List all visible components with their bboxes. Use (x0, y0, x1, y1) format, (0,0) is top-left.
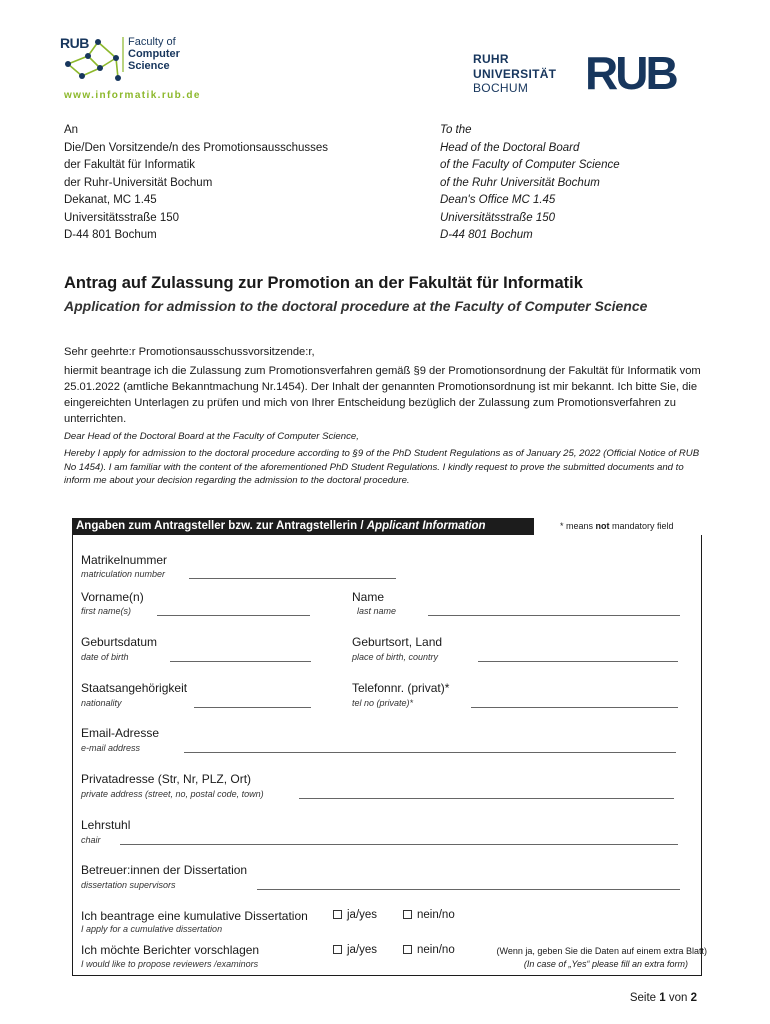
email-sublabel: e-mail address (81, 743, 141, 753)
page-number-current: 1 (659, 992, 666, 1004)
privatadresse-input[interactable] (299, 798, 674, 799)
telefon-sublabel: tel no (private)* (352, 698, 414, 708)
salutation-de: Sehr geehrte:r Promotionsausschussvorsitzende:r, (64, 346, 315, 358)
paragraph-de: hiermit beantrage ich die Zulassung zum Promotionsverfahren gemäß §9 der Promotionsordnung der Fakultät für Informatik vom 25.01.2022 (amtliche Bekanntmachung Nr.1454). Der Inhalt der genannten Promotionsordnung ist mir bekannt. Ich bitte Sie, die eingereichten Unterlagen zu prüfen und mich von Ihrer Entscheidung bezüglich der Zulassung zum Promotionsverfahren zu unterrichten. (64, 365, 701, 425)
kumulativ-no-label: nein/no (417, 909, 455, 921)
page-number-mid: von (665, 992, 691, 1004)
berichter-label: Ich möchte Berichter vorschlagen (81, 943, 260, 957)
section-header (72, 518, 534, 535)
salutation-en: Dear Head of the Doctoral Board at the Faculty of Computer Science, (64, 431, 359, 442)
mandatory-note-bold: not (595, 521, 610, 531)
mandatory-note (560, 521, 674, 531)
mandatory-note-suffix: mandatory field (609, 521, 674, 531)
kumulativ-yes-label: ja/yes (347, 909, 378, 921)
university-line3: BOCHUM (473, 81, 529, 95)
rub-logo (585, 48, 697, 98)
email-label: Email-Adresse (81, 726, 160, 740)
address-de-line: An (64, 124, 79, 136)
address-en-line: Dean's Office MC 1.45 (440, 194, 556, 206)
address-de-line: Dekanat, MC 1.45 (64, 194, 157, 206)
address-de (64, 122, 394, 245)
checkbox-icon (403, 910, 412, 919)
geburtsdatum-sublabel: date of birth (81, 652, 129, 662)
paragraph-en: Hereby I apply for admission to the doctoral procedure according to §9 of the PhD Student Regulations as of January 25, 2022 (Official Notice of RUB No 1454). I am familiar with the content of the aforementioned PhD Student Regulations. I kindly request to prove the submitted documents and to inform me about your decision regarding the admission to the doctoral procedure. (64, 448, 700, 486)
faculty-logo-line3: Science (128, 60, 170, 72)
faculty-logo-line1: Faculty of (128, 36, 176, 48)
address-en-line: of the Ruhr Universität Bochum (440, 176, 600, 189)
berichter-yes-label: ja/yes (347, 944, 378, 956)
kumulativ-yes-checkbox[interactable] (333, 909, 377, 921)
telefon-label: Telefonnr. (privat)* (352, 681, 450, 695)
page-number-total: 2 (690, 992, 697, 1004)
faculty-url: www.informatik.rub.de (64, 90, 201, 101)
geburtsdatum-input[interactable] (170, 661, 311, 662)
section-title-en: Applicant Information (366, 520, 486, 532)
address-de-line: der Fakultät für Informatik (64, 159, 196, 171)
name-input[interactable] (428, 615, 680, 616)
matrikel-sublabel: matriculation number (81, 569, 166, 579)
staat-label: Staatsangehörigkeit (81, 681, 188, 695)
address-de-line: Die/Den Vorsitzende/n des Promotionsausschusses (64, 141, 329, 154)
kumulativ-sublabel: I apply for a cumulative dissertation (81, 924, 223, 934)
betreuer-input[interactable] (257, 889, 680, 890)
name-label: Name (352, 590, 385, 604)
address-en (440, 122, 740, 245)
page-title-en: Application for admission to the doctoral procedure at the Faculty of Computer Science (64, 298, 648, 314)
kumulativ-no-checkbox[interactable] (403, 909, 455, 921)
matrikel-input[interactable] (189, 578, 396, 579)
section-title-de: Angaben zum Antragsteller bzw. zur Antragstellerin / (76, 520, 367, 532)
berichter-no-checkbox[interactable] (403, 944, 455, 956)
matrikel-label: Matrikelnummer (81, 553, 168, 567)
mandatory-note-prefix: * means (560, 521, 596, 531)
faculty-logo (60, 34, 210, 84)
lehrstuhl-input[interactable] (120, 844, 678, 845)
address-de-line: Universitätsstraße 150 (64, 211, 180, 224)
email-input[interactable] (184, 752, 676, 753)
university-line2: UNIVERSITÄT (473, 66, 557, 81)
vorname-sublabel: first name(s) (81, 606, 132, 616)
university-wordmark (473, 52, 568, 96)
geburtsort-input[interactable] (478, 661, 678, 662)
privatadresse-sublabel: private address (street, no, postal code, town) (81, 789, 264, 799)
name-sublabel: last name (357, 606, 397, 616)
page-number-prefix: Seite (629, 992, 660, 1004)
address-de-line: der Ruhr-Universität Bochum (64, 176, 213, 189)
university-line1: RUHR (473, 52, 509, 66)
checkbox-icon (403, 945, 412, 954)
betreuer-label: Betreuer:innen der Dissertation (81, 863, 248, 877)
berichter-no-label: nein/no (417, 944, 455, 956)
vorname-label: Vorname(n) (81, 590, 144, 604)
betreuer-sublabel: dissertation supervisors (81, 880, 176, 890)
address-en-line: Universitätsstraße 150 (440, 211, 556, 224)
staat-sublabel: nationality (81, 698, 122, 708)
rub-logo-text: RUB (585, 47, 676, 99)
lehrstuhl-sublabel: chair (81, 835, 101, 845)
address-de-line: D-44 801 Bochum (64, 229, 157, 241)
page-number (630, 992, 697, 1004)
address-en-line: of the Faculty of Computer Science (440, 159, 620, 171)
berichter-sublabel: I would like to propose reviewers /examinors (81, 959, 259, 969)
faculty-logo-rub: RUB (60, 35, 89, 51)
kumulativ-label: Ich beantrage eine kumulative Dissertation (81, 909, 308, 923)
lehrstuhl-label: Lehrstuhl (81, 818, 131, 832)
geburtsort-label: Geburtsort, Land (352, 635, 443, 649)
telefon-input[interactable] (471, 707, 678, 708)
address-en-line: Head of the Doctoral Board (440, 141, 580, 154)
staat-input[interactable] (194, 707, 311, 708)
faculty-logo-line2: Computer (128, 48, 180, 60)
berichter-note-en: (In case of „Yes“ please fill an extra form) (523, 959, 688, 969)
berichter-yes-checkbox[interactable] (333, 944, 377, 956)
checkbox-icon (333, 910, 342, 919)
berichter-note-de: (Wenn ja, geben Sie die Daten auf einem extra Blatt) (496, 946, 707, 956)
privatadresse-label: Privatadresse (Str, Nr, PLZ, Ort) (81, 772, 252, 786)
checkbox-icon (333, 945, 342, 954)
address-en-line: To the (440, 124, 472, 136)
address-en-line: D-44 801 Bochum (440, 229, 533, 241)
geburtsort-sublabel: place of birth, country (352, 652, 439, 662)
geburtsdatum-label: Geburtsdatum (81, 635, 158, 649)
vorname-input[interactable] (157, 615, 310, 616)
page-title-de: Antrag auf Zulassung zur Promotion an der Fakultät für Informatik (64, 274, 583, 292)
